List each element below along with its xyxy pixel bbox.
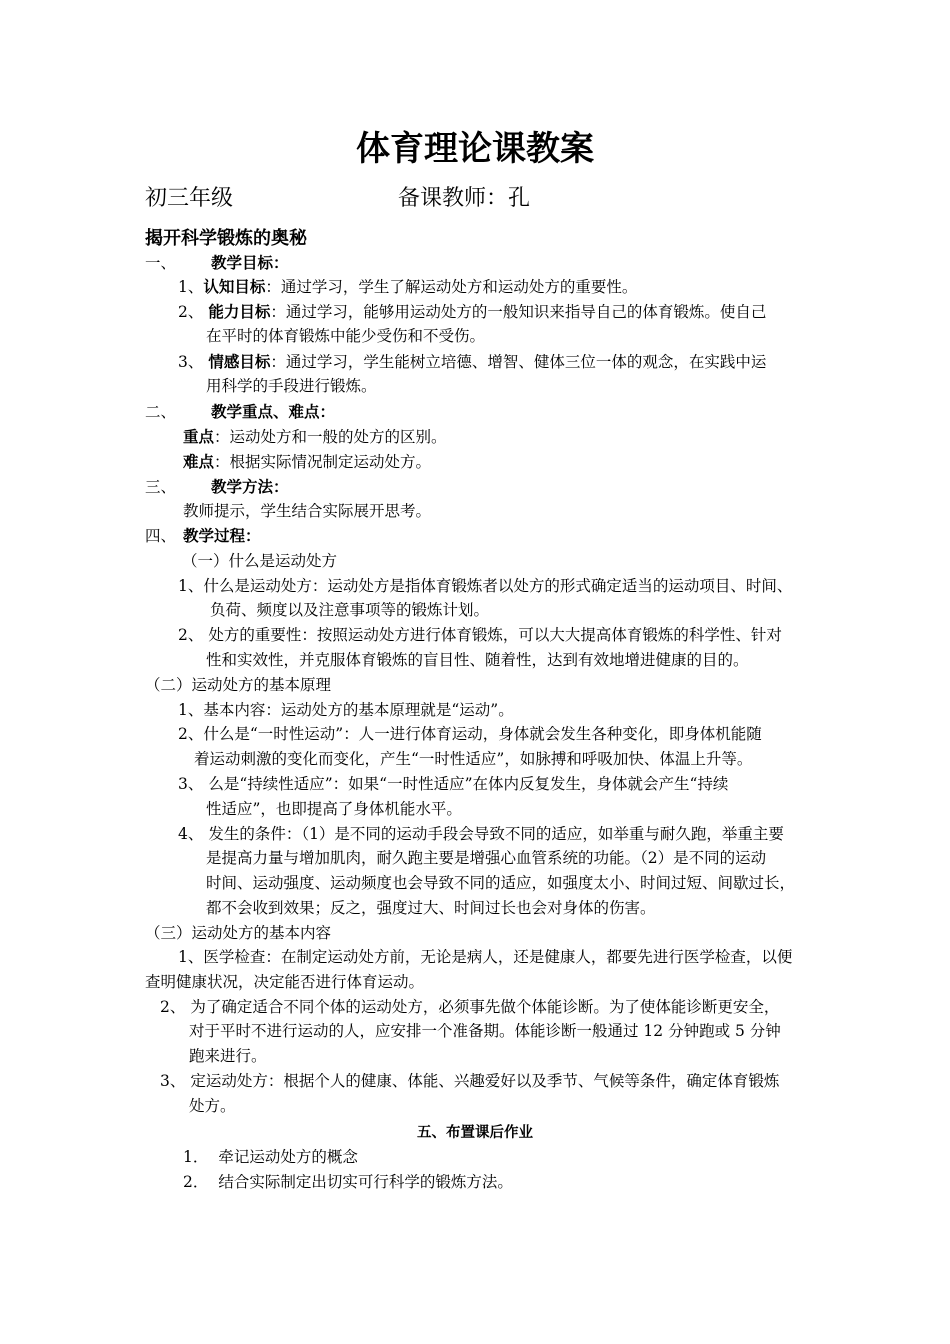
part-3-item-2-number: 2、	[160, 998, 186, 1016]
part-2-item-4-text: 发生的条件：（1）是不同的运动手段会导致不同的适应，如举重与耐久跑，举重主要	[208, 825, 784, 843]
part-2-item-3-number: 3、	[178, 775, 204, 793]
lesson-topic: 揭开科学锻炼的奥秘	[145, 228, 307, 249]
goal-1	[178, 276, 637, 298]
part-2-item-3-line-2: 性适应”，也即提高了身体机能水平。	[206, 800, 462, 818]
part-2-item-3	[178, 773, 728, 795]
part-2-item-4-line-2: 是提高力量与增加肌肉，耐久跑主要是增强心血管系统的功能。（2）是不同的运动	[206, 849, 767, 867]
part-3-heading: （三）运动处方的基本内容	[145, 924, 332, 942]
goal-1-number: 1、	[178, 278, 204, 296]
part-1-item-2	[178, 624, 782, 646]
homework-item-1-text: 牵记运动处方的概念	[218, 1148, 358, 1166]
section-3-number: 三、	[145, 478, 177, 496]
section-2-heading: 教学重点、难点：	[211, 402, 336, 421]
part-2-item-2-line-2: 着运动刺激的变化而变化，产生“一时性适应”，如脉搏和呼吸加快、体温上升等。	[194, 750, 753, 768]
part-3-item-2-line-2: 对于平时不进行运动的人，应安排一个准备期。体能诊断一般通过 12 分钟跑或 5 分钟	[189, 1022, 781, 1040]
section-4-heading: 教学过程：	[183, 526, 261, 545]
part-3-item-2-text: 为了确定适合不同个体的运动处方，必须事先做个体能诊断。为了使体能诊断更安全，	[190, 998, 780, 1016]
part-3-item-2	[160, 996, 779, 1018]
part-3-item-2-line-3: 跑来进行。	[189, 1047, 267, 1065]
teacher-label: 备课教师：孔	[398, 186, 531, 211]
homework-item-1-number: 1．	[183, 1148, 209, 1166]
goal-2-label: 能力目标	[208, 302, 271, 321]
part-2-heading: （二）运动处方的基本原理	[145, 676, 332, 694]
part-1-item-2-text: 处方的重要性：按照运动处方进行体育锻炼，可以大大提高体育锻炼的科学性、针对	[208, 626, 782, 644]
goal-2-text: ：通过学习，能够用运动处方的一般知识来指导自己的体育锻炼。使自己	[270, 303, 767, 321]
goal-1-text: ：通过学习，学生了解运动处方和运动处方的重要性。	[265, 278, 638, 296]
part-3-item-3-text: 定运动处方：根据个人的健康、体能、兴趣爱好以及季节、气候等条件，确定体育锻炼	[190, 1072, 780, 1090]
homework-item-2-number: 2．	[183, 1173, 209, 1191]
part-3-item-1-line-2: 查明健康状况，决定能否进行体育运动。	[145, 973, 425, 991]
part-1-item-2-number: 2、	[178, 626, 204, 644]
part-3-item-3-number: 3、	[160, 1072, 186, 1090]
part-3-item-3	[160, 1070, 779, 1092]
difficulty-text: ：根据实际情况制定运动处方。	[214, 453, 432, 471]
homework-item-1	[183, 1146, 358, 1168]
section-3-heading: 教学方法：	[211, 477, 289, 496]
goal-1-label: 认知目标	[203, 277, 266, 296]
part-2-item-1: 1、基本内容：运动处方的基本原理就是“运动”。	[178, 701, 514, 719]
method-text: 教师提示，学生结合实际展开思考。	[183, 502, 432, 520]
key-point-label: 重点	[183, 427, 215, 446]
goal-3-label: 情感目标	[208, 352, 271, 371]
part-2-item-4	[178, 823, 784, 845]
goal-2-line-2: 在平时的体育锻炼中能少受伤和不受伤。	[206, 327, 486, 345]
grade-label: 初三年级	[145, 186, 234, 211]
difficulty-label: 难点	[183, 452, 215, 471]
part-1-item-1: 1、什么是运动处方：运动处方是指体育锻炼者以处方的形式确定适当的运动项目、时间、	[178, 577, 793, 595]
page-title: 体育理论课教案	[356, 129, 594, 169]
difficulty-point	[183, 451, 431, 473]
part-1-item-1-line-2: 负荷、频度以及注意事项等的锻炼计划。	[210, 601, 490, 619]
section-2-number: 二、	[145, 403, 177, 421]
part-2-item-3-text: 么是“持续性适应”：如果“一时性适应”在体内反复发生，身体就会产生“持续	[208, 775, 729, 793]
goal-3-text: ：通过学习，学生能树立培德、增智、健体三位一体的观念，在实践中运	[270, 353, 767, 371]
part-3-item-3-line-2: 处方。	[189, 1097, 236, 1115]
section-4-number: 四、	[145, 527, 177, 545]
section-1-number: 一、	[145, 254, 177, 272]
section-1-heading: 教学目标：	[211, 253, 289, 272]
goal-2	[178, 301, 766, 323]
key-point-text: ：运动处方和一般的处方的区别。	[214, 428, 447, 446]
homework-heading: 五、布置课后作业	[417, 1124, 533, 1141]
goal-2-number: 2、	[178, 303, 204, 321]
part-2-item-4-line-3: 时间、运动强度、运动频度也会导致不同的适应，如强度太小、时间过短、间歇过长，	[206, 874, 796, 892]
part-1-heading: （一）什么是运动处方	[182, 552, 338, 570]
goal-3-number: 3、	[178, 353, 204, 371]
part-2-item-2: 2、什么是“一时性运动”：人一进行体育运动，身体就会发生各种变化，即身体机能随	[178, 725, 762, 743]
part-1-item-2-line-2: 性和实效性，并克服体育锻炼的盲目性、随着性，达到有效地增进健康的目的。	[206, 651, 749, 669]
key-point	[183, 426, 447, 448]
goal-3	[178, 351, 766, 373]
part-3-item-1: 1、医学检查：在制定运动处方前，无论是病人，还是健康人，都要先进行医学检查，以便	[178, 948, 793, 966]
goal-3-line-2: 用科学的手段进行锻炼。	[206, 377, 377, 395]
homework-item-2	[183, 1171, 513, 1193]
part-2-item-4-line-4: 都不会收到效果；反之，强度过大、时间过长也会对身体的伤害。	[206, 899, 656, 917]
part-2-item-4-number: 4、	[178, 825, 204, 843]
homework-item-2-text: 结合实际制定出切实可行科学的锻炼方法。	[218, 1173, 513, 1191]
